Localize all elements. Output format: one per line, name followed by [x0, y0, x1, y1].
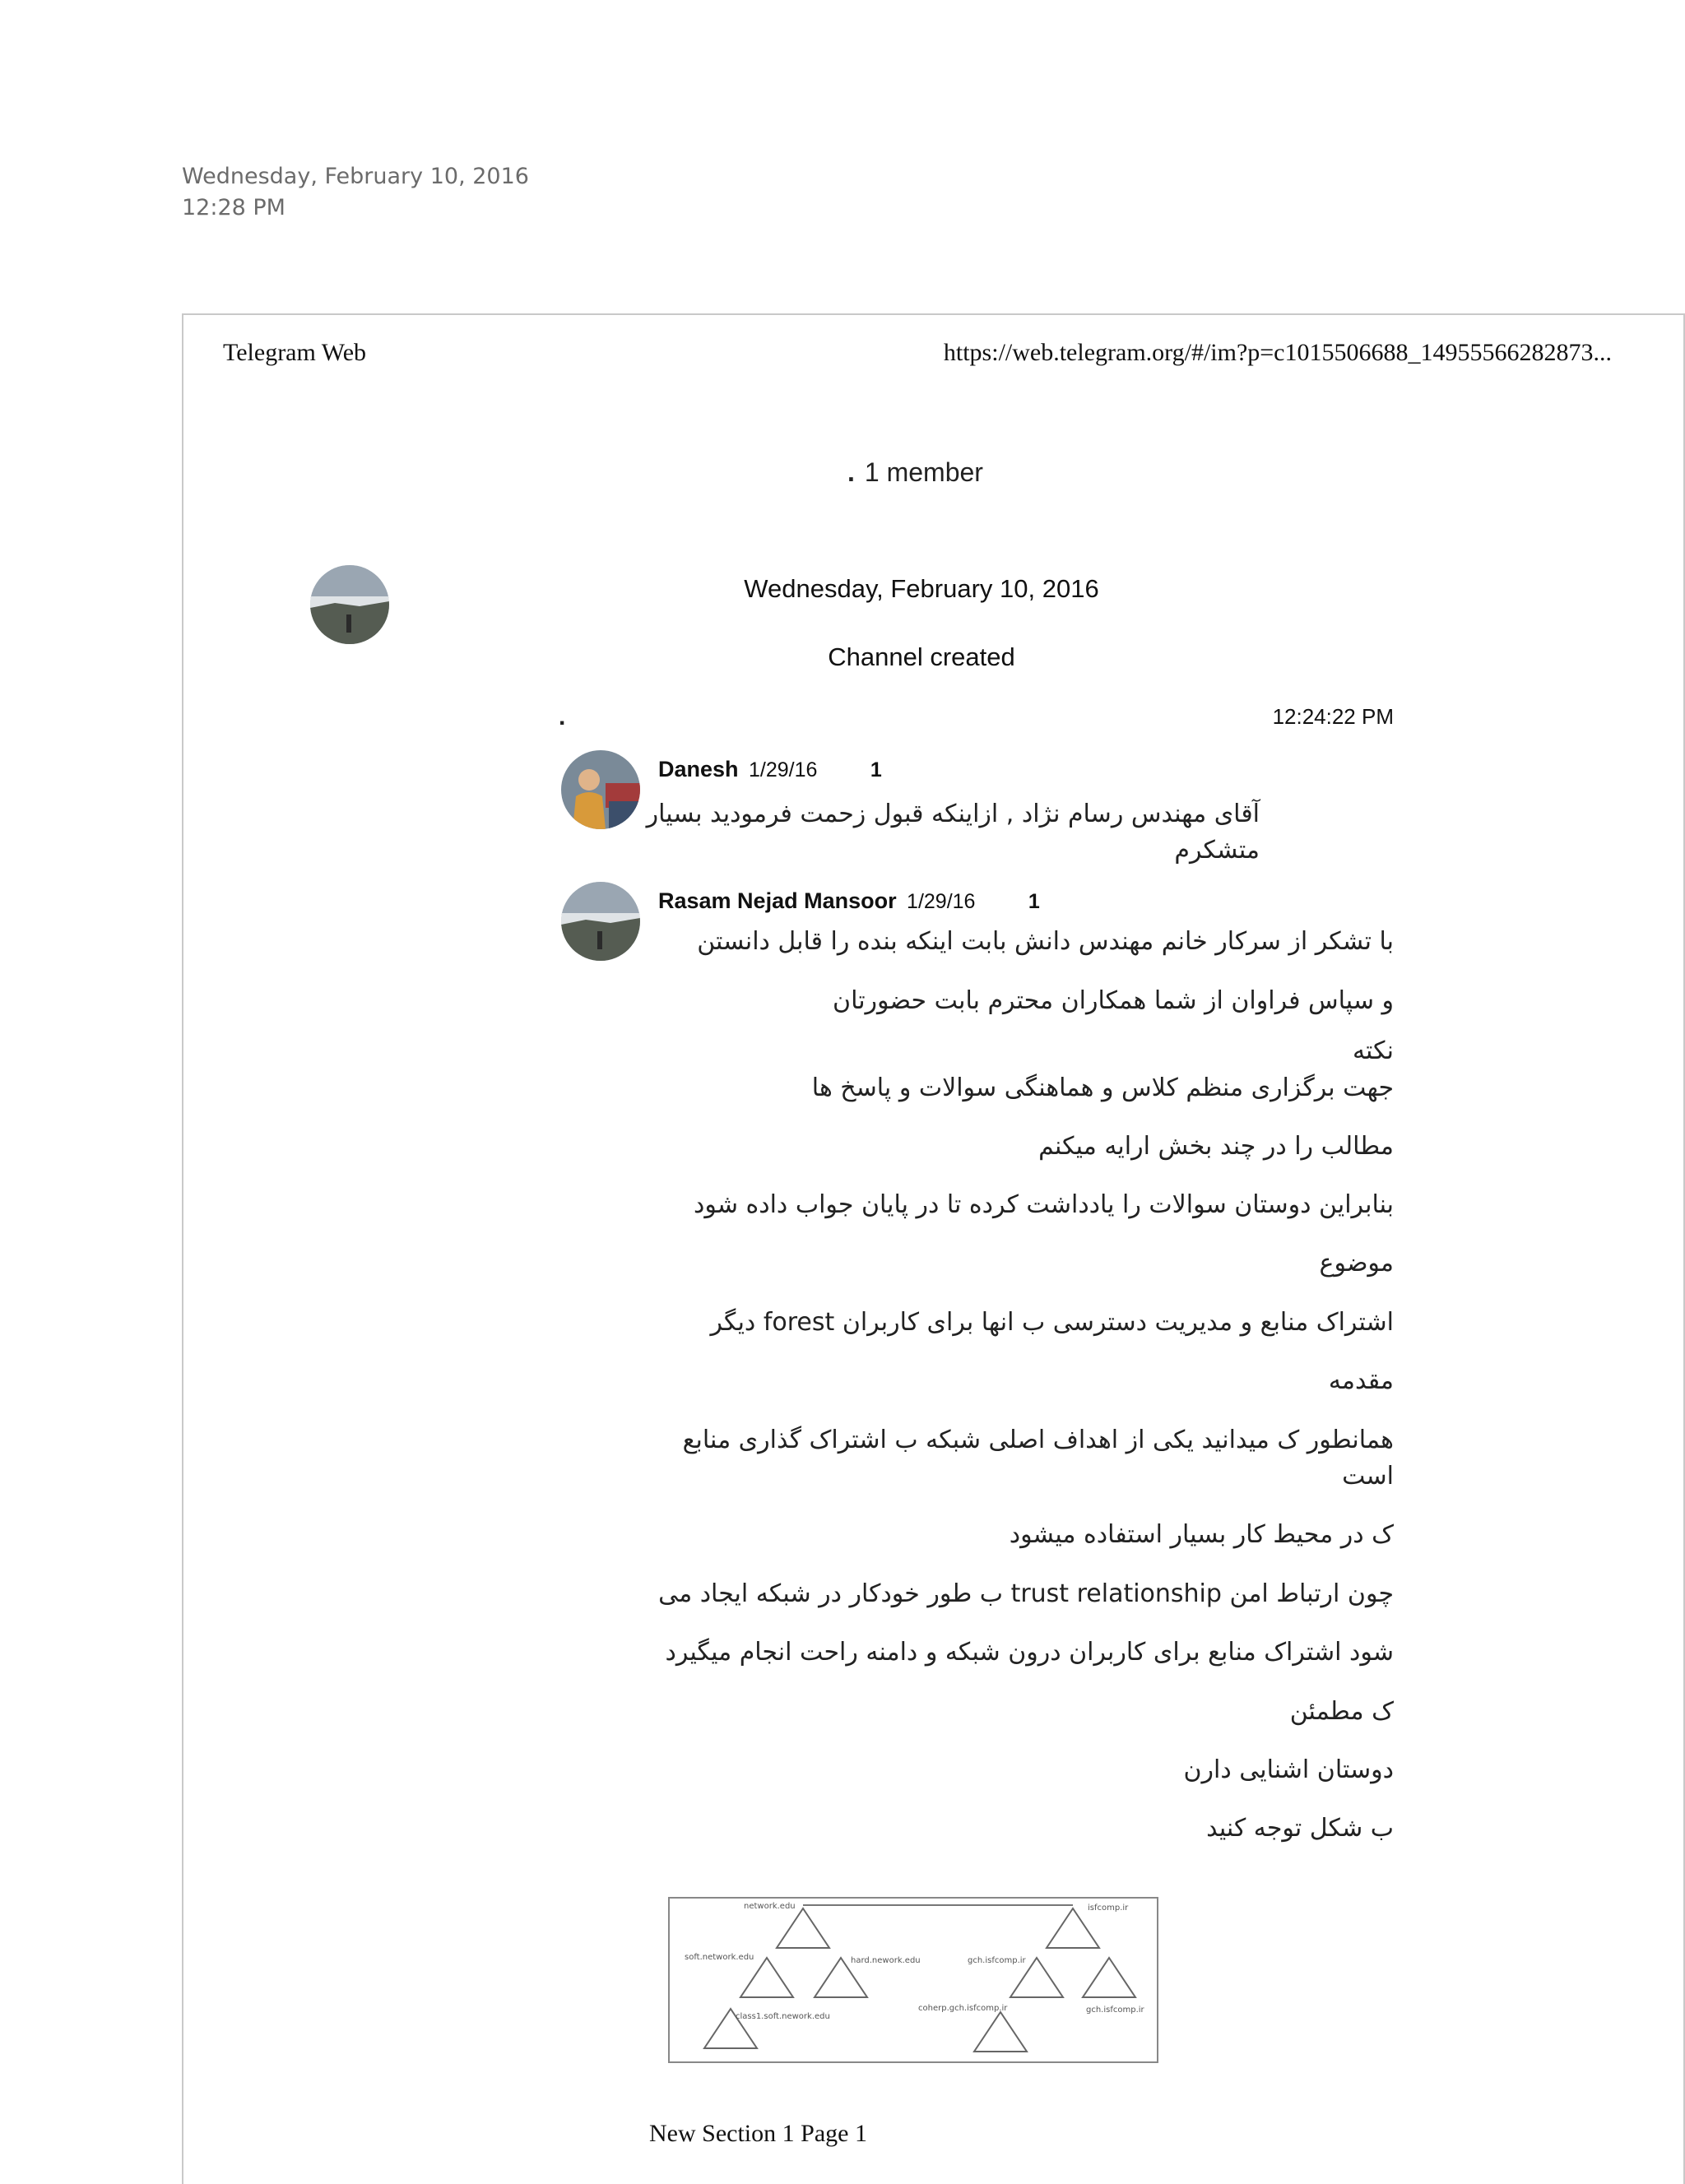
message-line: شود اشتراک منابع برای کاربران درون شبکه و دامنه راحت انجام میگیرد [665, 1638, 1394, 1667]
message-line: آقای مهندس رسام نژاد , ازاینکه قبول زحمت فرمودید بسیار [646, 800, 1260, 828]
diagram-label: isfcomp.ir [1088, 1903, 1129, 1913]
message-body-danesh [647, 796, 1260, 869]
message-line: جهت برگزاری منظم کلاس و هماهنگی سوالات و پاسخ ها [811, 1073, 1394, 1102]
diagram-label: hard.nework.edu [851, 1956, 921, 1965]
sender-avatar-rasam[interactable] [561, 882, 640, 961]
message-line: مقدمه [1328, 1366, 1394, 1395]
message-line: دوستان اشنایی دارن [1183, 1755, 1394, 1784]
service-dot: . [559, 703, 566, 730]
print-title: Telegram Web [223, 339, 367, 366]
sender-name[interactable]: Danesh [658, 757, 739, 781]
channel-created: Channel created [828, 642, 1015, 671]
message-line: و سپاس فراوان از شما همکاران محترم بابت حضورتان [833, 986, 1394, 1015]
message-line: موضوع [1319, 1249, 1394, 1277]
message-line: نکته [1352, 1036, 1394, 1065]
person-photo-icon [561, 750, 640, 829]
diagram-label: coherp.gch.isfcomp.ir [918, 2004, 1008, 2013]
sender-avatar-danesh[interactable] [561, 750, 640, 829]
date-divider: Wednesday, February 10, 2016 [744, 574, 1099, 603]
message-line: ک در محیط کار بسیار استفاده میشود [1009, 1520, 1394, 1549]
message-header-danesh [658, 757, 882, 782]
diagram-label: gch.isfcomp.ir [968, 1956, 1026, 1965]
message-date: 1/29/16 [749, 758, 818, 781]
message-line: متشکرم [1174, 836, 1260, 865]
landscape-photo-icon [310, 565, 389, 644]
message-line: چون ارتباط امن trust relationship ب طور خودکار در شبکه ایجاد می [658, 1579, 1394, 1608]
message-time: 12:24:22 PM [1272, 704, 1394, 729]
diagram-label: soft.network.edu [685, 1953, 754, 1962]
diagram-label: network.edu [744, 1902, 796, 1911]
message-line: با تشکر از سرکار خانم مهندس دانش بابت اینکه بنده را قابل دانستن [697, 927, 1394, 956]
message-line: است [1342, 1462, 1394, 1491]
view-count: 1 [1028, 890, 1040, 913]
message-date: 1/29/16 [907, 890, 976, 913]
note-date: Wednesday, February 10, 2016 [182, 164, 529, 189]
message-line: ک مطمئن [1289, 1697, 1394, 1726]
message-line: بنابراین دوستان سوالات را یادداشت کرده تا در پایان جواب داده شود [693, 1190, 1394, 1219]
print-url[interactable]: https://web.telegram.org/#/im?p=c1015506688_14955566282873... [943, 339, 1612, 366]
member-count-dot: . [847, 457, 855, 487]
sender-name[interactable]: Rasam Nejad Mansoor [658, 888, 897, 913]
message-line: همانطور ک میدانید یکی از اهداف اصلی شبکه ب اشتراک گذاری منابع [682, 1426, 1394, 1454]
message-line: ب شکل توجه کنید [1206, 1814, 1394, 1843]
diagram-label: gch.isfcomp.ir [1086, 2005, 1144, 2015]
channel-avatar[interactable] [310, 565, 389, 644]
message-header-rasam [658, 888, 1040, 914]
domain-tree-diagram [668, 1897, 1158, 2063]
note-time: 12:28 PM [182, 195, 285, 220]
message-line: مطالب را در چند بخش ارایه میکنم [1038, 1132, 1394, 1161]
attached-diagram-image[interactable] [668, 1897, 1158, 2063]
diagram-label: class1.soft.nework.edu [736, 2012, 830, 2021]
view-count: 1 [870, 758, 882, 781]
page-footer: New Section 1 Page 1 [649, 2120, 867, 2147]
note-datetime [182, 161, 529, 224]
landscape-photo-icon [561, 882, 640, 961]
member-count [847, 457, 983, 488]
message-line: اشتراک منابع و مدیریت دسترسی ب انها برای کاربران forest دیگر [710, 1308, 1394, 1337]
member-count-label: 1 member [864, 457, 983, 487]
